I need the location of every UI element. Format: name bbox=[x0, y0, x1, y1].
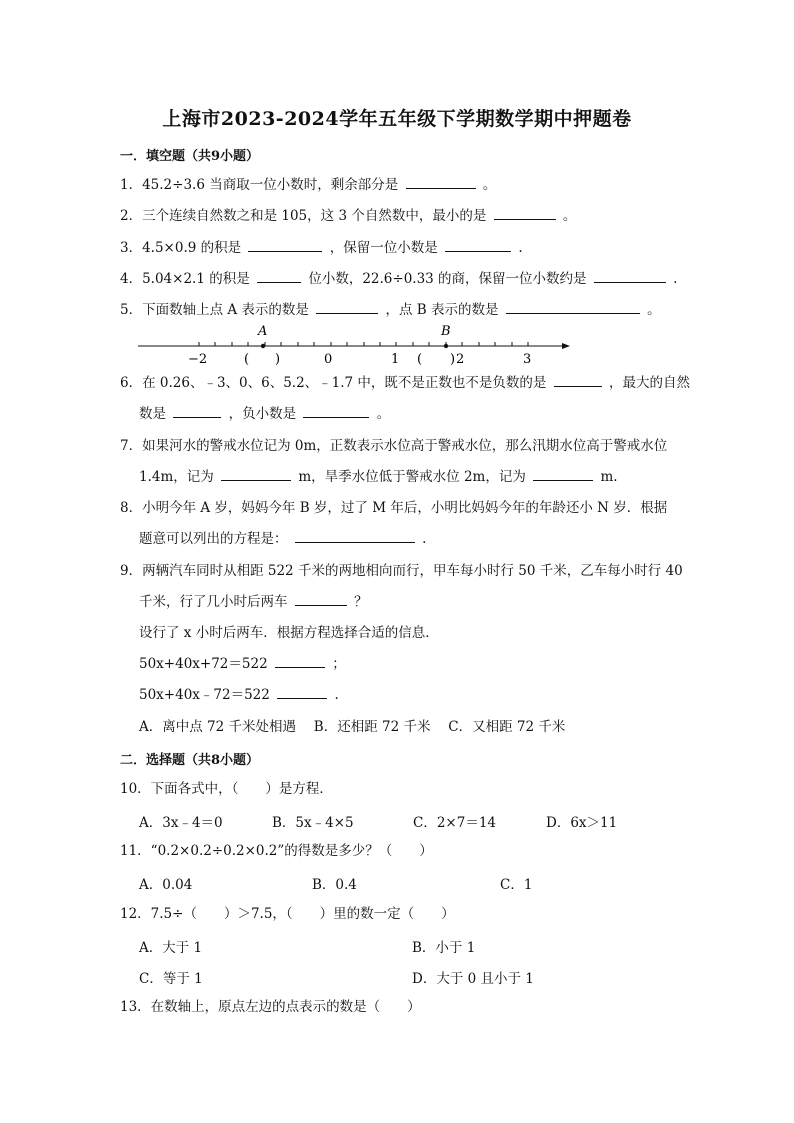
q3-text: 3．4.5×0.9 的积是 bbox=[120, 240, 242, 256]
q5-answer-blank-2[interactable] bbox=[506, 301, 640, 314]
question-1 bbox=[120, 176, 496, 194]
question-10-stem: 10．下面各式中，（ ）是方程． bbox=[120, 781, 333, 797]
question-9-line-1: 9．两辆汽车同时从相距 522 千米的两地相向而行，甲车每小时行 50 千米，乙车每小时行 40 bbox=[120, 563, 683, 579]
q9-eq1-end: ； bbox=[332, 656, 346, 672]
q6-answer-blank-3[interactable] bbox=[303, 405, 369, 418]
q10-option-c[interactable]: C．2×7＝14 bbox=[413, 815, 496, 831]
q9-eq2: 50x+40x﹣72＝522 bbox=[139, 687, 270, 703]
q6-text-3: 数是 bbox=[139, 406, 166, 422]
point-a-label: A bbox=[258, 324, 268, 339]
tick-label-1: 1 bbox=[391, 352, 400, 367]
q5-text: 5．下面数轴上点 A 表示的数是 bbox=[120, 302, 309, 318]
q7-answer-blank-2[interactable] bbox=[533, 468, 593, 481]
question-7-line-1: 7．如果河水的警戒水位记为 0m，正数表示水位高于警戒水位，那么汛期水位高于警戒水位 bbox=[120, 438, 668, 454]
q6-end: 。 bbox=[376, 406, 391, 422]
q4-mid: 位小数，22.6÷0.33 的商，保留一位小数约是 bbox=[308, 271, 587, 287]
q6-text-2: ，最大的自然 bbox=[609, 375, 691, 391]
q5-mid: ，点 B 表示的数是 bbox=[385, 302, 499, 318]
question-9-line-3: 设行了 x 小时后两车．根据方程选择合适的信息． bbox=[139, 625, 439, 641]
q4-end: . bbox=[673, 271, 678, 287]
question-6-line-2 bbox=[139, 405, 390, 423]
tick-label-0: 0 bbox=[324, 352, 333, 367]
q9-eq1-blank[interactable] bbox=[275, 655, 325, 668]
q6-text: 6．在 0.26、﹣3、0、6、5.2、﹣1.7 中，既不是正数也不是负数的是 bbox=[120, 375, 547, 391]
q9-eq1: 50x+40x+72＝522 bbox=[139, 656, 268, 672]
q4-text: 4．5.04×2.1 的积是 bbox=[120, 271, 250, 287]
question-8-line-1: 8．小明今年 A 岁，妈妈今年 B 岁，过了 M 年后，小明比妈妈今年的年龄还小 N 岁．根据 bbox=[120, 500, 668, 516]
q9-end: ？ bbox=[354, 594, 368, 610]
q6-answer-blank-2[interactable] bbox=[173, 405, 221, 418]
question-9-line-2 bbox=[139, 593, 368, 611]
number-line-ticks bbox=[199, 342, 528, 346]
number-line-arrow bbox=[562, 343, 570, 349]
question-4 bbox=[120, 270, 677, 288]
page-title: 上海市2023-2024学年五年级下学期数学期中押题卷 bbox=[162, 108, 632, 130]
tick-label-close-paren-b: ) bbox=[450, 352, 456, 367]
q5-answer-blank-1[interactable] bbox=[316, 301, 378, 314]
q3-mid: ，保留一位小数是 bbox=[329, 240, 438, 256]
point-b-label: B bbox=[441, 324, 451, 339]
q9-eq2-blank[interactable] bbox=[277, 686, 327, 699]
q6-answer-blank-1[interactable] bbox=[554, 374, 602, 387]
q2-answer-blank[interactable] bbox=[494, 207, 556, 220]
question-7-line-2 bbox=[139, 468, 618, 486]
question-8-line-2 bbox=[139, 530, 426, 548]
point-b-dot bbox=[444, 344, 448, 348]
number-line bbox=[130, 322, 580, 370]
question-2 bbox=[120, 207, 576, 225]
q8-end: . bbox=[422, 531, 427, 547]
point-a-dot bbox=[261, 344, 265, 348]
q12-option-d[interactable]: D．大于 0 且小于 1 bbox=[412, 971, 534, 987]
tick-label-neg2: −2 bbox=[188, 352, 208, 367]
tick-label-3: 3 bbox=[523, 352, 532, 367]
tick-label-close-paren-a: ) bbox=[275, 352, 281, 367]
q8-answer-blank[interactable] bbox=[295, 530, 415, 543]
q6-text-4: ，负小数是 bbox=[228, 406, 297, 422]
q9-answer-blank[interactable] bbox=[295, 593, 347, 606]
q2-end: 。 bbox=[562, 208, 577, 224]
q3-answer-blank-2[interactable] bbox=[445, 239, 511, 252]
q1-text: 1．45.2÷3.6 当商取一位小数时，剩余部分是 bbox=[120, 177, 399, 193]
q12-option-a[interactable]: A．大于 1 bbox=[139, 940, 203, 956]
q7-text-2: m，旱季水位低于警戒水位 2m，记为 bbox=[298, 469, 526, 485]
q10-option-b[interactable]: B．5x﹣4×5 bbox=[272, 815, 354, 831]
q5-end: 。 bbox=[647, 302, 661, 318]
q10-option-a[interactable]: A．3x﹣4＝0 bbox=[139, 815, 223, 831]
q11-option-a[interactable]: A．0.04 bbox=[139, 877, 193, 893]
q12-option-b[interactable]: B．小于 1 bbox=[412, 940, 476, 956]
q9-eq2-end: . bbox=[334, 687, 339, 703]
tick-label-open-paren-a: ( bbox=[244, 352, 250, 367]
q4-answer-blank-2[interactable] bbox=[594, 270, 666, 283]
q3-answer-blank-1[interactable] bbox=[248, 239, 322, 252]
question-9-equation-2 bbox=[139, 686, 339, 704]
q2-text: 2．三个连续自然数之和是 105，这 3 个自然数中，最小的是 bbox=[120, 208, 487, 224]
question-5 bbox=[120, 301, 661, 319]
question-12-stem: 12．7.5÷（ ）＞7.5，（ ）里的数一定（ ） bbox=[120, 906, 455, 922]
q1-end: 。 bbox=[482, 177, 497, 193]
q9-text: 千米，行了几小时后两车 bbox=[139, 594, 288, 610]
section-heading-multiple-choice: 二．选择题（共8小题） bbox=[120, 753, 260, 768]
q7-answer-blank-1[interactable] bbox=[221, 468, 291, 481]
question-6-line-1 bbox=[120, 374, 690, 392]
question-9-choices: A．离中点 72 千米处相遇 B．还相距 72 千米 C．又相距 72 千米 bbox=[139, 719, 566, 735]
q4-answer-blank-1[interactable] bbox=[257, 270, 301, 283]
q10-option-d[interactable]: D．6x＞11 bbox=[546, 815, 618, 831]
q1-answer-blank[interactable] bbox=[406, 176, 476, 189]
q7-end: m. bbox=[600, 469, 618, 485]
question-13-stem: 13．在数轴上，原点左边的点表示的数是（ ） bbox=[120, 999, 421, 1015]
q8-text: 题意可以列出的方程是： bbox=[139, 531, 288, 547]
tick-label-open-paren-b: ( bbox=[417, 352, 423, 367]
question-3 bbox=[120, 239, 523, 257]
q11-option-b[interactable]: B．0.4 bbox=[312, 877, 357, 893]
q11-option-c[interactable]: C．1 bbox=[500, 877, 533, 893]
q12-option-c[interactable]: C．等于 1 bbox=[139, 971, 203, 987]
q7-text: 1.4m，记为 bbox=[139, 469, 214, 485]
question-11-stem: 11．“0.2×0.2÷0.2×0.2”的得数是多少？（ ） bbox=[120, 843, 433, 859]
section-heading-fill-blank: 一．填空题（共9小题） bbox=[120, 149, 260, 164]
question-9-equation-1 bbox=[139, 655, 346, 673]
tick-label-2: 2 bbox=[456, 352, 465, 367]
q3-end: . bbox=[518, 240, 523, 256]
